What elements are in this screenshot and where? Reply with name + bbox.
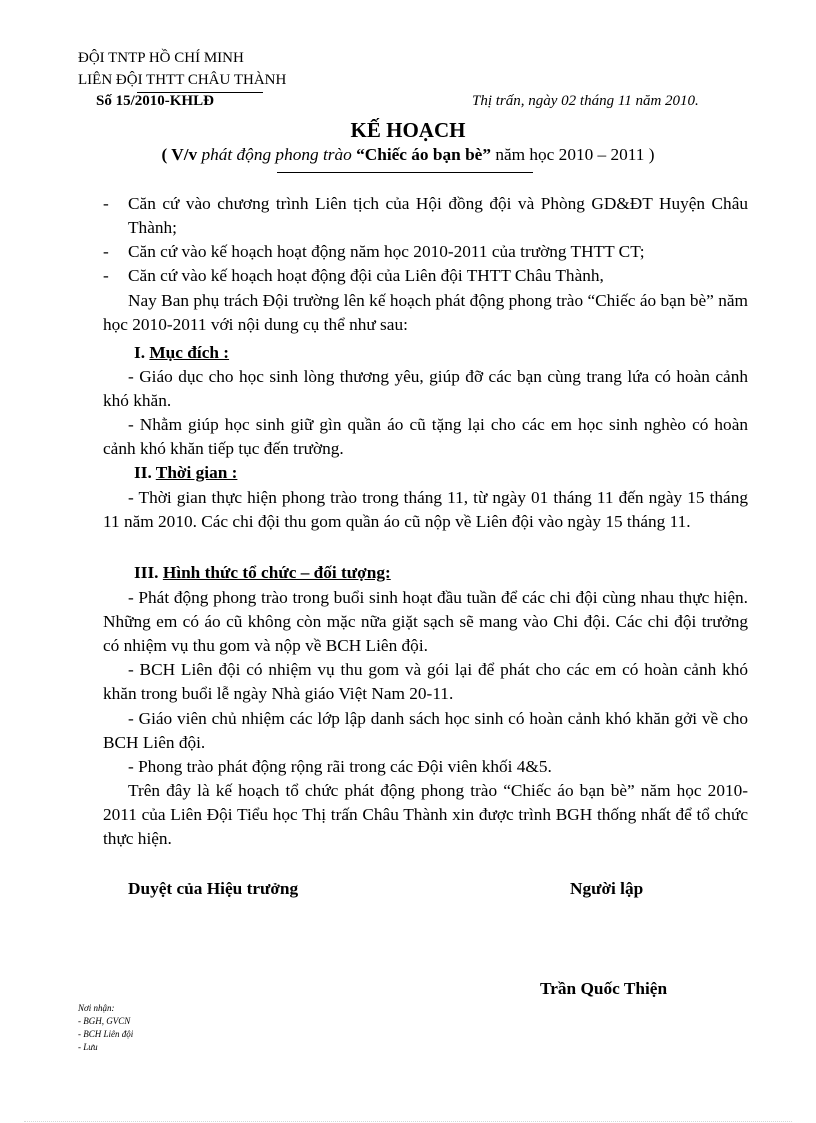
principal-approval-label: Duyệt của Hiệu trưởng <box>128 879 299 898</box>
subtitle-suffix: năm học 2010 – 2011 ) <box>495 145 655 164</box>
form-item: - Phong trào phát động rộng rãi trong các Đội viên khối 4&5. <box>128 757 552 776</box>
form-item: - BCH Liên đội có nhiệm vụ thu gom và gói lại để phát cho các em có hoàn cảnh khó khăn trong buổi lễ ngày Nhà giáo Việt Nam 20-11. <box>103 660 748 703</box>
section-heading-time: II. Thời gian : <box>134 463 238 482</box>
section-heading-purpose: I. Mục đích : <box>134 343 230 362</box>
page-bottom-border <box>24 1121 792 1122</box>
recipients-label: Nơi nhận: <box>78 1003 115 1013</box>
section-heading-form: III. Hình thức tổ chức – đối tượng: <box>134 563 391 582</box>
subtitle-prefix: ( V/v <box>161 145 198 164</box>
closing-paragraph: Trên đây là kế hoạch tổ chức phát động phong trào “Chiếc áo bạn bè” năm học 2010-2011 của Liên Đội Tiểu học Thị trấn Châu Thành xin được trình BGH thống nhất để tổ chức thực hiện. <box>103 781 748 848</box>
basis-item: - Căn cứ vào kế hoạch hoạt động năm học 2010-2011 của trường THTT CT; <box>103 242 645 261</box>
document-subtitle <box>0 145 816 165</box>
author-label: Người lập <box>570 879 644 898</box>
document-number: Số 15/2010-KHLĐ <box>96 93 214 109</box>
title-underline <box>277 172 533 173</box>
form-item: - Phát động phong trào trong buổi sinh hoạt đầu tuần để các chi đội cùng nhau thực hiện. Những em có áo cũ không còn mặc nữa giặt sạch sẽ mang vào Chi đội. Các chi đội trưởng có nhiệm vụ thu gom và nộp về BCH Liên đội. <box>103 588 748 655</box>
recipient-item: - BCH Liên đội <box>78 1029 134 1039</box>
form-item: - Giáo viên chủ nhiệm các lớp lập danh sách học sinh có hoàn cảnh khó khăn gởi về cho BCH Liên đội. <box>103 709 748 752</box>
purpose-item: - Giáo dục cho học sinh lòng thương yêu, giúp đỡ các bạn cùng trang lứa có hoàn cảnh khó khăn. <box>103 367 748 410</box>
intro-paragraph: Nay Ban phụ trách Đội trường lên kế hoạch phát động phong trào “Chiếc áo bạn bè” năm học 2010-2011 với nội dung cụ thể như sau: <box>103 291 748 334</box>
time-item: - Thời gian thực hiện phong trào trong tháng 11, từ ngày 01 tháng 11 đến ngày 15 tháng 11 năm 2010. Các chi đội thu gom quần áo cũ nộp về Liên đội vào ngày 15 tháng 11. <box>103 488 748 531</box>
subtitle-quote: “Chiếc áo bạn bè” <box>356 145 491 164</box>
recipient-item: - Lưu <box>78 1042 98 1052</box>
org-name-line2: LIÊN ĐỘI THTT CHÂU THÀNH <box>78 72 287 88</box>
basis-item: - Căn cứ vào kế hoạch hoạt động đội của Liên đội THTT Châu Thành, <box>103 266 604 285</box>
document-title: KẾ HOẠCH <box>350 118 466 142</box>
author-name: Trần Quốc Thiện <box>540 979 668 998</box>
recipient-item: - BGH, GVCN <box>78 1016 131 1026</box>
purpose-item: - Nhằm giúp học sinh giữ gìn quần áo cũ tặng lại cho các em học sinh nghèo có hoàn cảnh khó khăn tiếp tục đến trường. <box>103 415 748 458</box>
place-and-date: Thị trấn, ngày 02 tháng 11 năm 2010. <box>472 93 699 109</box>
subtitle-text: phát động phong trào <box>201 145 352 164</box>
org-name-line1: ĐỘI TNTP HỒ CHÍ MINH <box>78 50 244 66</box>
basis-item: - Căn cứ vào chương trình Liên tịch của Hội đồng đội và Phòng GD&ĐT Huyện Châu Thành; <box>103 194 748 237</box>
